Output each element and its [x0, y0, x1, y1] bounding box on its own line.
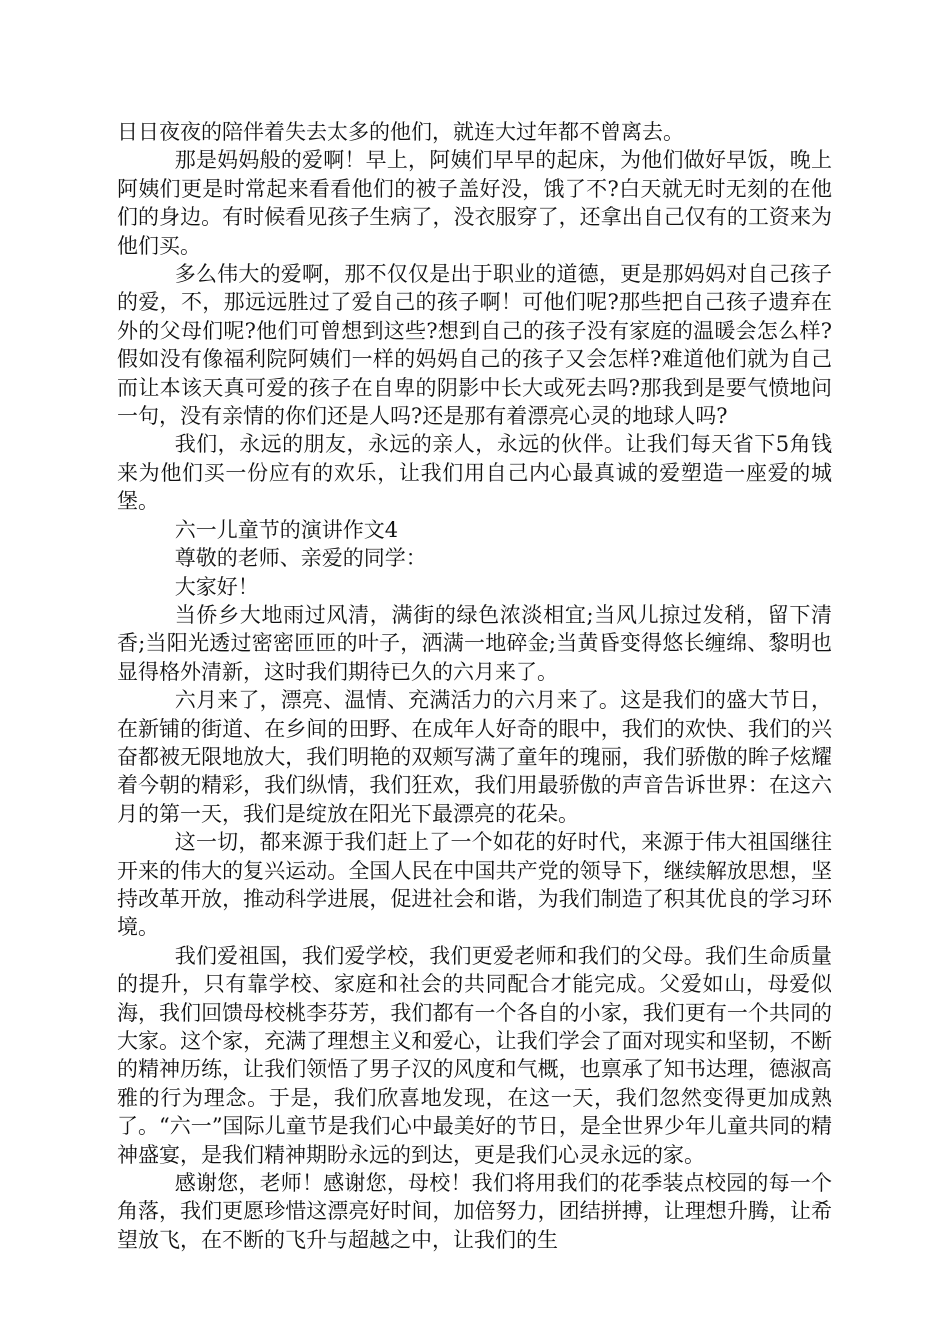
document-page — [117, 118, 832, 1254]
greeting: 大家好！ — [174, 574, 259, 599]
salutation: 尊敬的老师、亲爱的同学： — [174, 546, 427, 571]
paragraph-3: 多么伟大的爱啊，那不仅仅是出于职业的道德，更是那妈妈对自己孩子的爱，不，那远远胜过了爱自己的孩子啊！可他们呢?那些把自己孩子遗弃在外的父母们呢?他们可曾想到这些?想到自己的孩子没有家庭的温暖会怎么样?假如没有像福利院阿姨们一样的妈妈自己的孩子又会怎样?难道他们就为自己而让本该天真可爱的孩子在自卑的阴影中长大或死去吗?那我到是要气愤地问一句，没有亲情的你们还是人吗?还是那有着漂亮心灵的地球人吗? — [117, 262, 832, 429]
paragraph-11: 我们爱祖国，我们爱学校，我们更爱老师和我们的父母。我们生命质量的提升，只有靠学校、家庭和社会的共同配合才能完成。父爱如山，母爱似海，我们回馈母校桃李芬芳，我们都有一个各自的小家，我们更有一个共同的大家。这个家，充满了理想主义和爱心，让我们学会了面对现实和坚韧，不断的精神历练，让我们领悟了男子汉的风度和气概，也禀承了知书达理，德淑高雅的行为理念。于是，我们欣喜地发现，在这一天，我们忽然变得更加成熟了。“六一”国际儿童节是我们心中最美好的节日，是全世界少年儿童共同的精神盛宴，是我们精神期盼永远的到达，更是我们心灵永远的家。 — [117, 943, 832, 1167]
paragraph-1: 日日夜夜的陪伴着失去太多的他们，就连大过年都不曾离去。 — [117, 120, 684, 144]
paragraph-9: 六月来了，漂亮、温情、充满活力的六月来了。这是我们的盛大节日，在新铺的街道、在乡间的田野、在成年人好奇的眼中，我们的欢快、我们的兴奋都被无限地放大，我们明艳的双颊写满了童年的瑰丽，我们骄傲的眸子炫耀着今朝的精彩，我们纵情，我们狂欢，我们用最骄傲的声音告诉世界：在这六月的第一天，我们是绽放在阳光下最漂亮的花朵。 — [117, 688, 832, 826]
paragraph-10: 这一切，都来源于我们赶上了一个如花的好时代，来源于伟大祖国继往开来的伟大的复兴运动。全国人民在中国共产党的领导下，继续解放思想，坚持改革开放，推动科学进展，促进社会和谐，为我们制造了积其优良的学习环境。 — [117, 830, 832, 940]
paragraph-8: 当侨乡大地雨过风清，满街的绿色浓淡相宜;当风儿掠过发稍，留下清香;当阳光透过密密匝匝的叶子，洒满一地碎金;当黄昏变得悠长缠绵、黎明也显得格外清新，这时我们期待已久的六月来了。 — [117, 602, 832, 684]
paragraph-4: 我们，永远的朋友，永远的亲人，永远的伙伴。让我们每天省下5角钱来为他们买一份应有的欢乐，让我们用自己内心最真诚的爱塑造一座爱的城堡。 — [117, 432, 832, 514]
section-title: 六一儿童节的演讲作文4 — [174, 517, 399, 542]
paragraph-2: 那是妈妈般的爱啊！早上，阿姨们早早的起床，为他们做好早饭，晚上阿姨们更是时常起来看看他们的被子盖好没，饿了不?白天就无时无刻的在他们的身边。有时候看见孩子生病了，没衣服穿了，还拿出自己仅有的工资来为他们买。 — [117, 148, 832, 258]
paragraph-12: 感谢您，老师！感谢您，母校！我们将用我们的花季装点校园的每一个角落，我们更愿珍惜这漂亮好时间，加倍努力，团结拼搏，让理想升腾，让希望放飞，在不断的飞升与超越之中，让我们的生 — [117, 1171, 832, 1252]
